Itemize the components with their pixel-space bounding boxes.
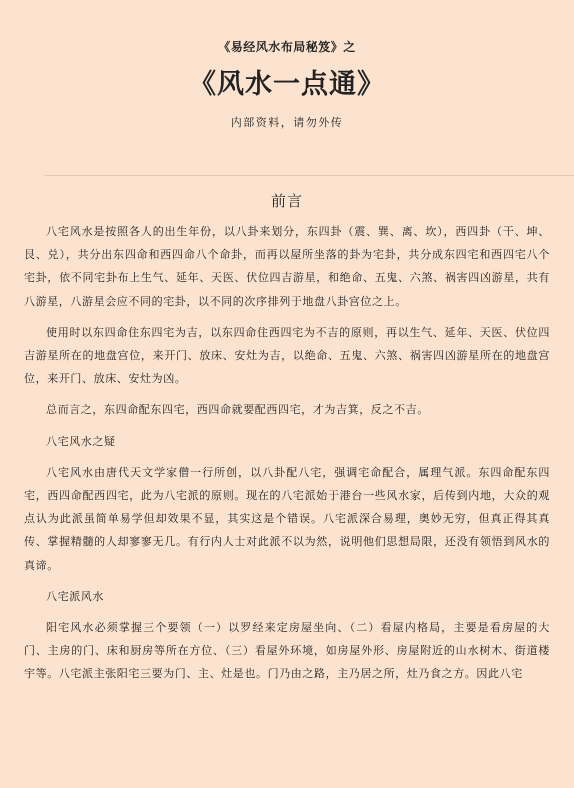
paragraph: 八宅风水是按照各人的出生年份，以八卦来划分，东四卦（震、巽、离、坎），西四卦（干、坤、艮、兑），共分出东四命和西四命八个命卦，而再以屋所坐落的卦为宅卦，共分成东四宅和西四宅八个宅卦，依不同宅卦布上生气、延年、天医、伏位四吉游星，和绝命、五鬼、六煞、祸害四凶游星，共有八游星，八游星会应不同的宅卦，以不同的次序排列于地盘八卦宫位之上。: [24, 225, 550, 308]
subtitle: 内部资料，请勿外传: [230, 116, 344, 129]
section-title: 前言: [270, 192, 303, 210]
main-title: 《风水一点通》: [189, 69, 385, 100]
paragraph: 使用时以东四命住东四宅为吉，以东四命住西四宅为不吉的原则，再以生气、延年、天医、伏位四吉游星所在的地盘宫位，来开门、放床、安灶为吉，以绝命、五鬼、六煞、祸害四凶游星所在的地盘宫位，来开门、放床、安灶为凶。: [24, 325, 550, 386]
series-title: 《易经风水布局秘笈》之: [218, 40, 356, 54]
body-text: [24, 220, 550, 694]
divider: [44, 175, 574, 176]
subheading: 八宅风水之疑: [46, 434, 116, 448]
paragraph: 八宅风水由唐代天文学家僧一行所创，以八卦配八宅，强调宅命配合，属理气派。东四命配东四宅，西四命配西四宅，此为八宅派的原则。现在的八宅派始于港台一些风水家，后传到内地，大众的观点认为此派虽简单易学但却效果不显，其实这是个错误。八宅派深合易理，奥妙无穷，但真正得其真传、掌握精髓的人却寥寥无几。有行内人士对此派不以为然，说明他们思想局限，还没有领悟到风水的真谛。: [24, 465, 550, 572]
paragraph: 阳宅风水必须掌握三个要领（一）以罗经来定房屋坐向、（二）看屋内格局，主要是看房屋的大门、主房的门、床和厨房等所在方位、（三）看屋外环境，如房屋外形、房屋附近的山水树木、街道楼宇等。八宅派主张阳宅三要为门、主、灶是也。门乃由之路，主乃居之所，灶乃食之方。因此八宅: [24, 621, 550, 681]
subheading: 八宅派风水: [46, 589, 104, 603]
paragraph: 总而言之，东四命配东四宅，西四命就要配西四宅，才为吉箕，反之不吉。: [46, 403, 429, 417]
